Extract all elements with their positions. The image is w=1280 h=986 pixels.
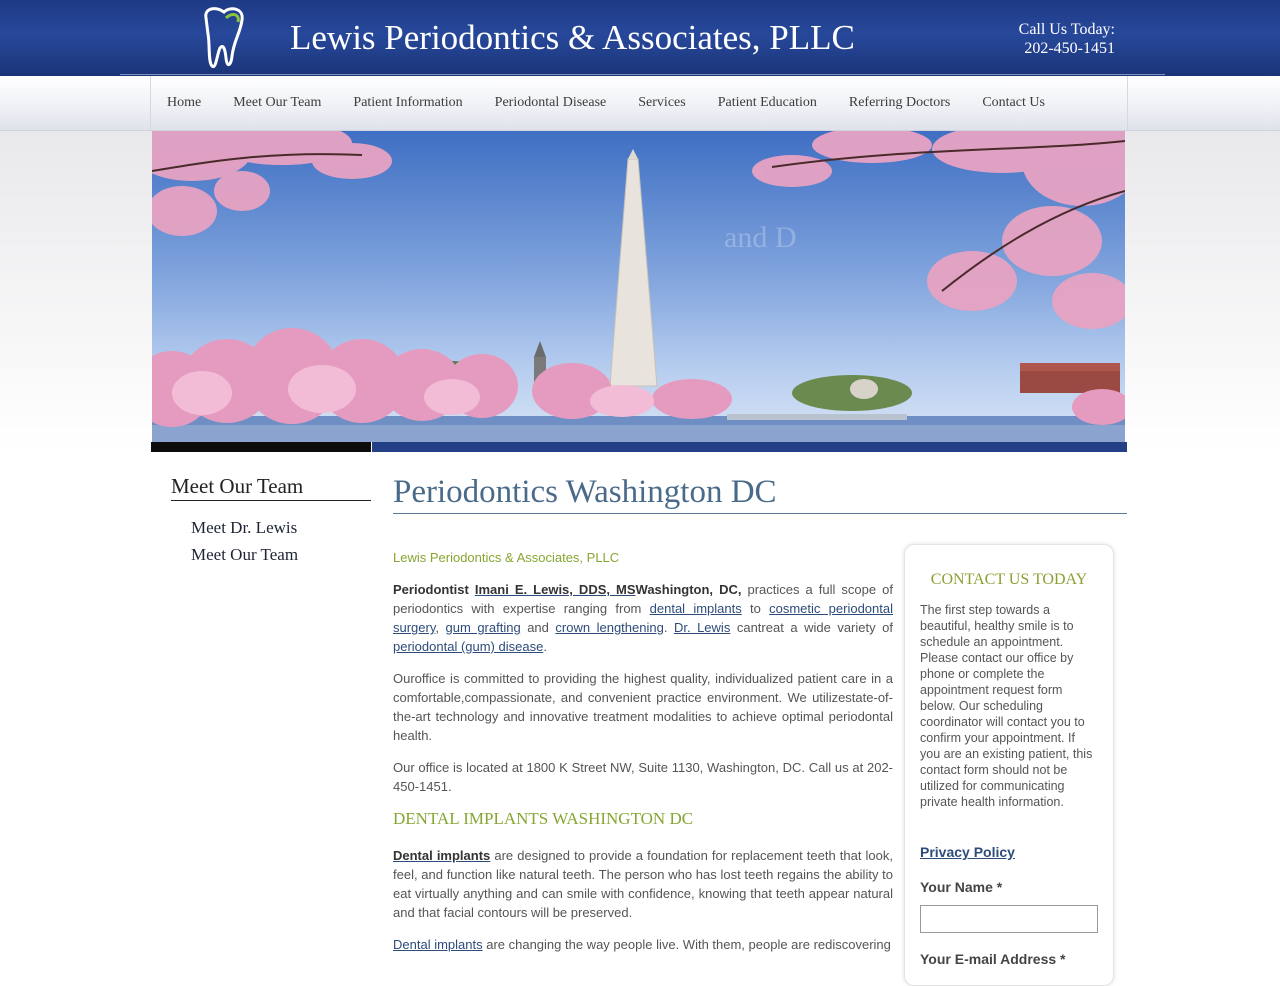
nav-patient-information[interactable]: Patient Information [353, 95, 463, 110]
nav-meet-our-team[interactable]: Meet Our Team [233, 95, 322, 110]
nav-services[interactable]: Services [638, 95, 686, 110]
header-phone[interactable]: 202-450-1451 [1024, 40, 1115, 57]
nav-periodontal-disease[interactable]: Periodontal Disease [494, 95, 607, 110]
practice-name: Lewis Periodontics & Associates, PLLC [393, 550, 620, 565]
intro-paragraph: Periodontist Imani E. Lewis, DDS, MSWashington, DC, practices a full scope of periodontics with expertise ranging from dental implants to cosmetic periodontal surgery, gum grafting and crown lengthening. Dr. Lewis cantreat a wide variety of periodontal (gum) disease. [393, 582, 893, 654]
sidebar-heading: Meet Our Team [171, 474, 371, 501]
nav-patient-education[interactable]: Patient Education [717, 95, 817, 110]
implants-paragraph-2: Dental implants are changing the way people live. With them, people are rediscovering [393, 937, 891, 952]
link-dental-implants-3[interactable]: Dental implants [393, 937, 483, 952]
nav-referring-doctors[interactable]: Referring Doctors [848, 95, 951, 110]
link-dental-implants[interactable]: dental implants [649, 601, 742, 616]
main-content [393, 548, 893, 967]
nav-contact-us[interactable]: Contact Us [982, 95, 1045, 110]
main-nav [150, 76, 1128, 130]
link-periodontal-disease[interactable]: periodontal (gum) disease [393, 639, 544, 654]
page-title: Periodontics Washington DC [393, 474, 1127, 514]
hero-image [152, 131, 1125, 442]
link-cosmetic-surgery[interactable]: cosmetic periodontal surgery [393, 601, 893, 635]
hero-bar-left [151, 442, 371, 452]
nav-band [0, 76, 1280, 131]
hero-illustration [152, 131, 1125, 442]
intro-location: Washington, DC, [635, 582, 742, 597]
intro-lead: Periodontist [393, 582, 475, 597]
sidebar-link-meet-our-team[interactable]: Meet Our Team [191, 545, 299, 564]
site-title: Lewis Periodontics & Associates, PLLC [290, 18, 855, 57]
link-crown-lengthening[interactable]: crown lengthening [555, 620, 664, 635]
hero-watermark: and D [724, 221, 797, 254]
hero-bar-right [372, 442, 1127, 452]
implants-subheading: DENTAL IMPLANTS WASHINGTON DC [393, 809, 694, 828]
contact-body: The first step towards a beautiful, healthy smile is to schedule an appointment. Please contact our office by phone or complete the appointment request form below. Our scheduling coordinator will contact you to confirm your appointment. If you are an existing patient, this contact form should not be utilized for communicating private health information. [920, 603, 1093, 809]
sidebar-link-meet-dr-lewis[interactable]: Meet Dr. Lewis [191, 518, 298, 537]
contact-box [904, 544, 1114, 986]
tooth-logo-icon[interactable] [196, 4, 252, 74]
name-label: Your Name * [920, 879, 1003, 895]
call-label: Call Us Today: [1018, 21, 1115, 38]
privacy-policy-link[interactable]: Privacy Policy [920, 844, 1015, 860]
email-label: Your E-mail Address * [920, 951, 1066, 967]
nav-home[interactable]: Home [167, 95, 202, 110]
link-dental-implants-2[interactable]: Dental implants [393, 848, 491, 863]
link-gum-grafting[interactable]: gum grafting [445, 620, 521, 635]
name-input[interactable] [920, 905, 1098, 933]
implants-paragraph: Dental implants are designed to provide a foundation for replacement teeth that look, feel, and function like natural teeth. The person who has lost teeth regains the ability to eat virtually anything and can smile with confidence, knowing that teeth appear natural and that facial contours will be preserved. [393, 848, 894, 920]
site-header [0, 0, 1280, 76]
office-paragraph: Ouroffice is committed to providing the highest quality, individualized patient care in a comfortable,compassionate, and convenient practice environment. We utilizestate-of-the-art technology and innovative treatment modalities to achieve optimal periodontal health. [393, 671, 893, 743]
call-us [1019, 20, 1115, 58]
link-dr-lewis[interactable]: Dr. Lewis [673, 620, 731, 635]
contact-title: CONTACT US TODAY [930, 571, 1088, 588]
location-paragraph: Our office is located at 1800 K Street NW, Suite 1130, Washington, DC. Call us at 202-450-1451. [393, 760, 893, 794]
doctor-link[interactable]: Imani E. Lewis, DDS, MS [474, 582, 636, 597]
